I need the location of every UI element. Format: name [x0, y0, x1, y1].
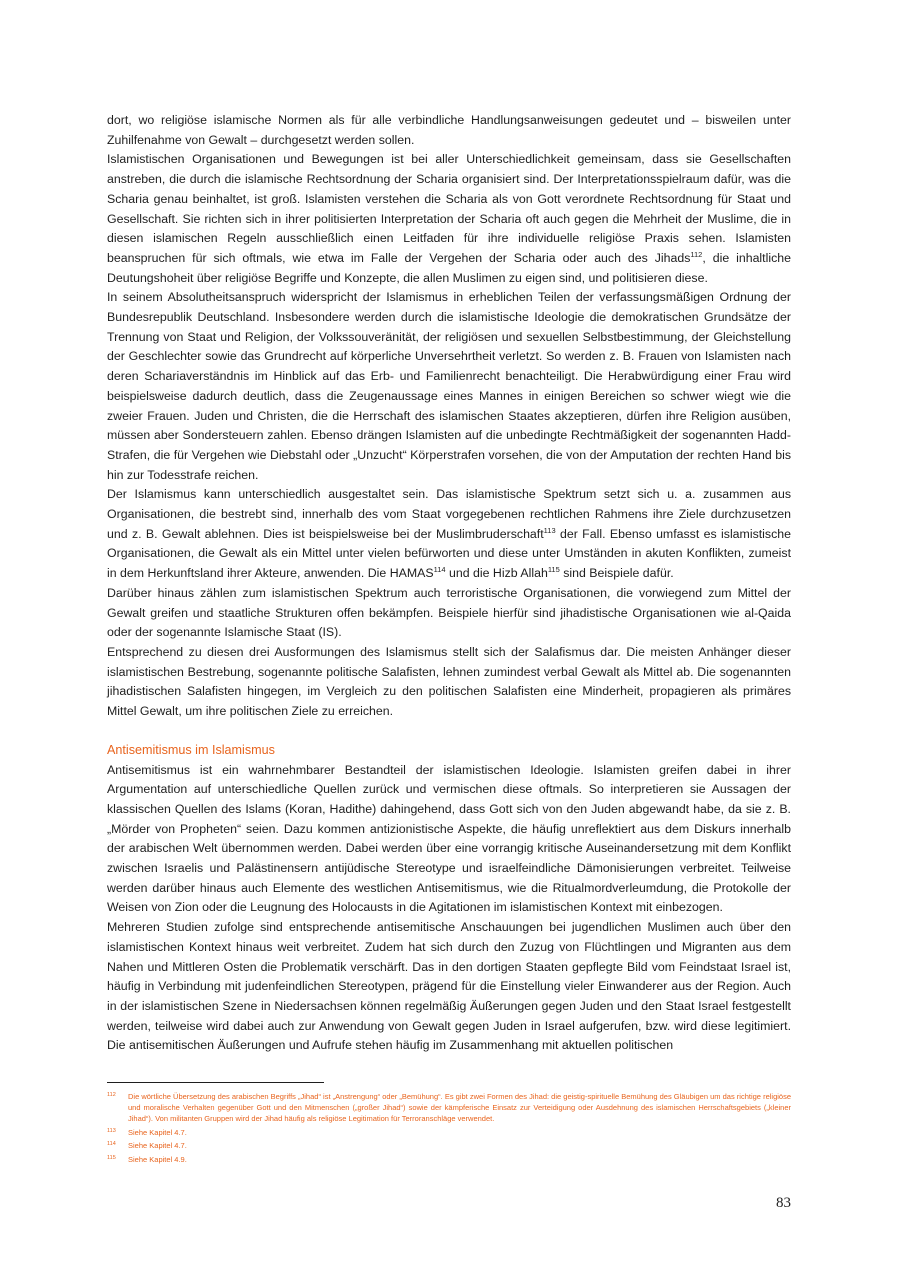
footnote-text: Siehe Kapitel 4.7.	[128, 1141, 187, 1150]
footnote-number: 114	[107, 1141, 116, 1147]
footnote-ref: 114	[433, 565, 446, 575]
paragraph: Entsprechend zu diesen drei Ausformungen des Islamismus stellt sich der Salafismus dar. Die meisten Anhänger dieser islamistischen Bestrebung, sogenannte politische Salafisten, lehnen zumindest verbal Gewalt als Mittel ab. Die sogenannten jihadistischen Salafisten hingegen, im Vergleich zu den politischen Salafisten eine Minderheit, propagieren als primäres Mittel Gewalt, um ihre politischen Ziele zu erreichen.	[107, 644, 791, 719]
footnote-text: Die wörtliche Übersetzung des arabischen Begriffs „Jihad“ ist „Anstrengung“ oder „Bemühung“. Es gibt zwei Formen des Jihad: die geistig-spirituelle Bemühung des Gläubigen um das richtige religiöse und moralische Verhalten gegenüber Gott und den Mitmenschen („großer Jihad“) sowie der kämpferische Einsatz zur Verteidigung oder Ausdehnung des islamischen Herrschaftsgebiets („kleiner Jihad“). Von militanten Gruppen wird der Jihad häufig als religiöse Legitimation für Terroranschläge verwendet.	[128, 1092, 791, 1123]
text-run: sind Beispiele dafür.	[559, 566, 674, 581]
footnotes	[107, 1091, 791, 1167]
footnote	[107, 1154, 791, 1165]
paragraph	[107, 485, 791, 584]
paragraph: In seinem Absolutheitsanspruch widerspricht der Islamismus in erheblichen Teilen der verfassungsmäßigen Ordnung der Bundesrepublik Deutschland. Insbesondere werden durch die islamistische Ideologie die demokratischen Grundsätze der Trennung von Staat und Religion, der Volkssouveränität, der religiösen und sexuellen Selbstbestimmung, der Gleichstellung der Geschlechter sowie das Grundrecht auf körperliche Unversehrtheit verletzt. So werden z. B. Frauen von Islamisten nach deren Schariaverständnis im Hinblick auf das Erb- und Familienrecht benachteiligt. Die Herabwürdigung einer Frau wird beispielsweise dadurch deutlich, dass die Zeugenaussage eines Mannes in einigen Bereichen so schwer wiegt wie die zweier Frauen. Juden und Christen, die die Herrschaft des islamischen Staates akzeptieren, dürfen ihre Religion ausüben, müssen aber Sondersteuern zahlen. Ebenso drängen Islamisten auf die unbedingte Rechtmäßigkeit der sogenannten Hadd-Strafen, die für Vergehen wie Diebstahl oder „Unzucht“ Körperstrafen vorsehen, die von der Amputation der rechten Hand bis hin zur Todesstrafe reichen.	[107, 290, 791, 482]
paragraph: Mehreren Studien zufolge sind entsprechende antisemitische Anschauungen bei jugendlichen Muslimen auch über den islamistischen Kontext hinaus weit verbreitet. Zudem hat sich durch den Zuzug von Flüchtlingen und Migranten aus dem Nahen und Mittleren Osten die Problematik verschärft. Das in den dortigen Staaten gepflegte Bild vom Feindstaat Israel ist, häufig in Verbindung mit judenfeindlichen Stereotypen, prägend für die Einstellung vieler Einwanderer aus der Region. Auch in der islamistischen Szene in Niedersachsen können regelmäßig Äußerungen gegen Juden und den Staat Israel festgestellt werden, teilweise wird dabei auch zur Anwendung von Gewalt gegen Juden in Israel aufgerufen, bzw. wird diese legitimiert. Die antisemitischen Äußerungen und Aufrufe stehen häufig im Zusammenhang mit aktuellen politischen	[107, 920, 791, 1053]
footnote-ref: 113	[543, 525, 556, 535]
page-number: 83	[776, 1195, 791, 1211]
text-run: Der Islamismus kann unterschiedlich ausgestaltet sein. Das islamistische Spektrum setzt sich u. a. zusammen aus Organisationen, die bestrebt sind, innerhalb des vom Staat vorgegebenen rechtlichen Rahmens ihre Ziele durchzusetzen und z. B. Gewalt ablehnen. Dies ist beispielsweise bei der Muslimbruderschaft	[107, 487, 791, 541]
text-run: , die inhaltliche Deutungshoheit über religiöse Begriffe und Konzepte, die allen Muslimen zu eigen sind, und politisieren diese.	[107, 250, 791, 285]
text-run: und die Hizb Allah	[445, 566, 548, 581]
footnote	[107, 1140, 791, 1151]
text-run: Islamistischen Organisationen und Bewegungen ist bei aller Unterschiedlichkeit gemeinsam, dass sie Gesellschaften anstreben, die durch die islamische Rechtsordnung der Scharia organisiert sind. Der Interpretationsspielraum dafür, was die Scharia genau beinhaltet, ist groß. Islamisten verstehen die Scharia als von Gott verordnete Rechtsordnung für Staat und Gesellschaft. Sie richten sich in ihrer politisierten Interpretation der Scharia oft auch gegen die Mehrheit der Muslime, die in diesen islamischen Regeln ausschließlich einen Leitfaden für ihre individuelle religiöse Praxis sehen. Islamisten beanspruchen für sich oftmals, wie etwa im Falle der Vergehen der Scharia oder auch des Jihads	[107, 152, 791, 265]
main-text	[107, 111, 791, 1056]
footnote-divider	[107, 1082, 324, 1083]
footnote-text: Siehe Kapitel 4.9.	[128, 1154, 187, 1164]
paragraph: dort, wo religiöse islamische Normen als für alle verbindliche Handlungsanweisungen gedeutet und – bisweilen unter Zuhilfenahme von Gewalt – durchgesetzt werden sollen.	[107, 113, 791, 147]
footnote-number: 112	[107, 1092, 116, 1098]
footnote	[107, 1091, 791, 1124]
footnote-ref: 115	[547, 565, 560, 575]
text-run: der Fall. Ebenso umfasst es islamistische Organisationen, die Gewalt als ein Mittel unter vielen befürworten und diese unter Umständen in akuten Konflikten, zumeist in dem Herkunftsland ihrer Akteure, anwenden. Die HAMAS	[107, 526, 791, 581]
paragraph	[107, 150, 791, 288]
footnote-number: 115	[107, 1154, 116, 1161]
footnote-number: 113	[107, 1127, 116, 1134]
paragraph: Antisemitismus ist ein wahrnehmbarer Bestandteil der islamistischen Ideologie. Islamisten greifen dabei in ihrer Argumentation auf unterschiedliche Quellen zurück und vermischen diese oftmals. So interpretieren sie Aussagen der klassischen Quellen des Islams (Koran, Hadithe) dahingehend, dass Gott sich von den Juden abgewandt habe, da sie z. B. „Mörder von Propheten“ seien. Dazu kommen antizionistische Aspekte, die häufig unreflektiert aus dem Diskurs innerhalb der arabischen Welt übernommen werden. Dabei werden über eine vorrangig kritische Auseinandersetzung mit dem Konflikt zwischen Israelis und Palästinensern antijüdische Stereotype und israelfeindliche Dämonisierungen verbreitet. Teilweise werden darüber hinaus auch Elemente des westlichen Antisemitismus, wie die Ritualmordverleumdung, die Protokolle der Weisen von Zion oder die Leugnung des Holocausts in die Agitationen im islamistischen Kontext mit einbezogen.	[107, 762, 791, 915]
footnote	[107, 1127, 791, 1138]
footnote-text: Siehe Kapitel 4.7.	[128, 1127, 187, 1137]
section-heading: Antisemitismus im Islamismus	[107, 742, 275, 757]
footnote-ref: 112	[690, 249, 703, 259]
paragraph: Darüber hinaus zählen zum islamistischen Spektrum auch terroristische Organisationen, die vorwiegend zum Mittel der Gewalt greifen und staatliche Strukturen offen bekämpfen. Beispiele hierfür sind jihadistische Organisationen wie al-Qaida oder der sogenannte Islamische Staat (IS).	[107, 585, 791, 640]
